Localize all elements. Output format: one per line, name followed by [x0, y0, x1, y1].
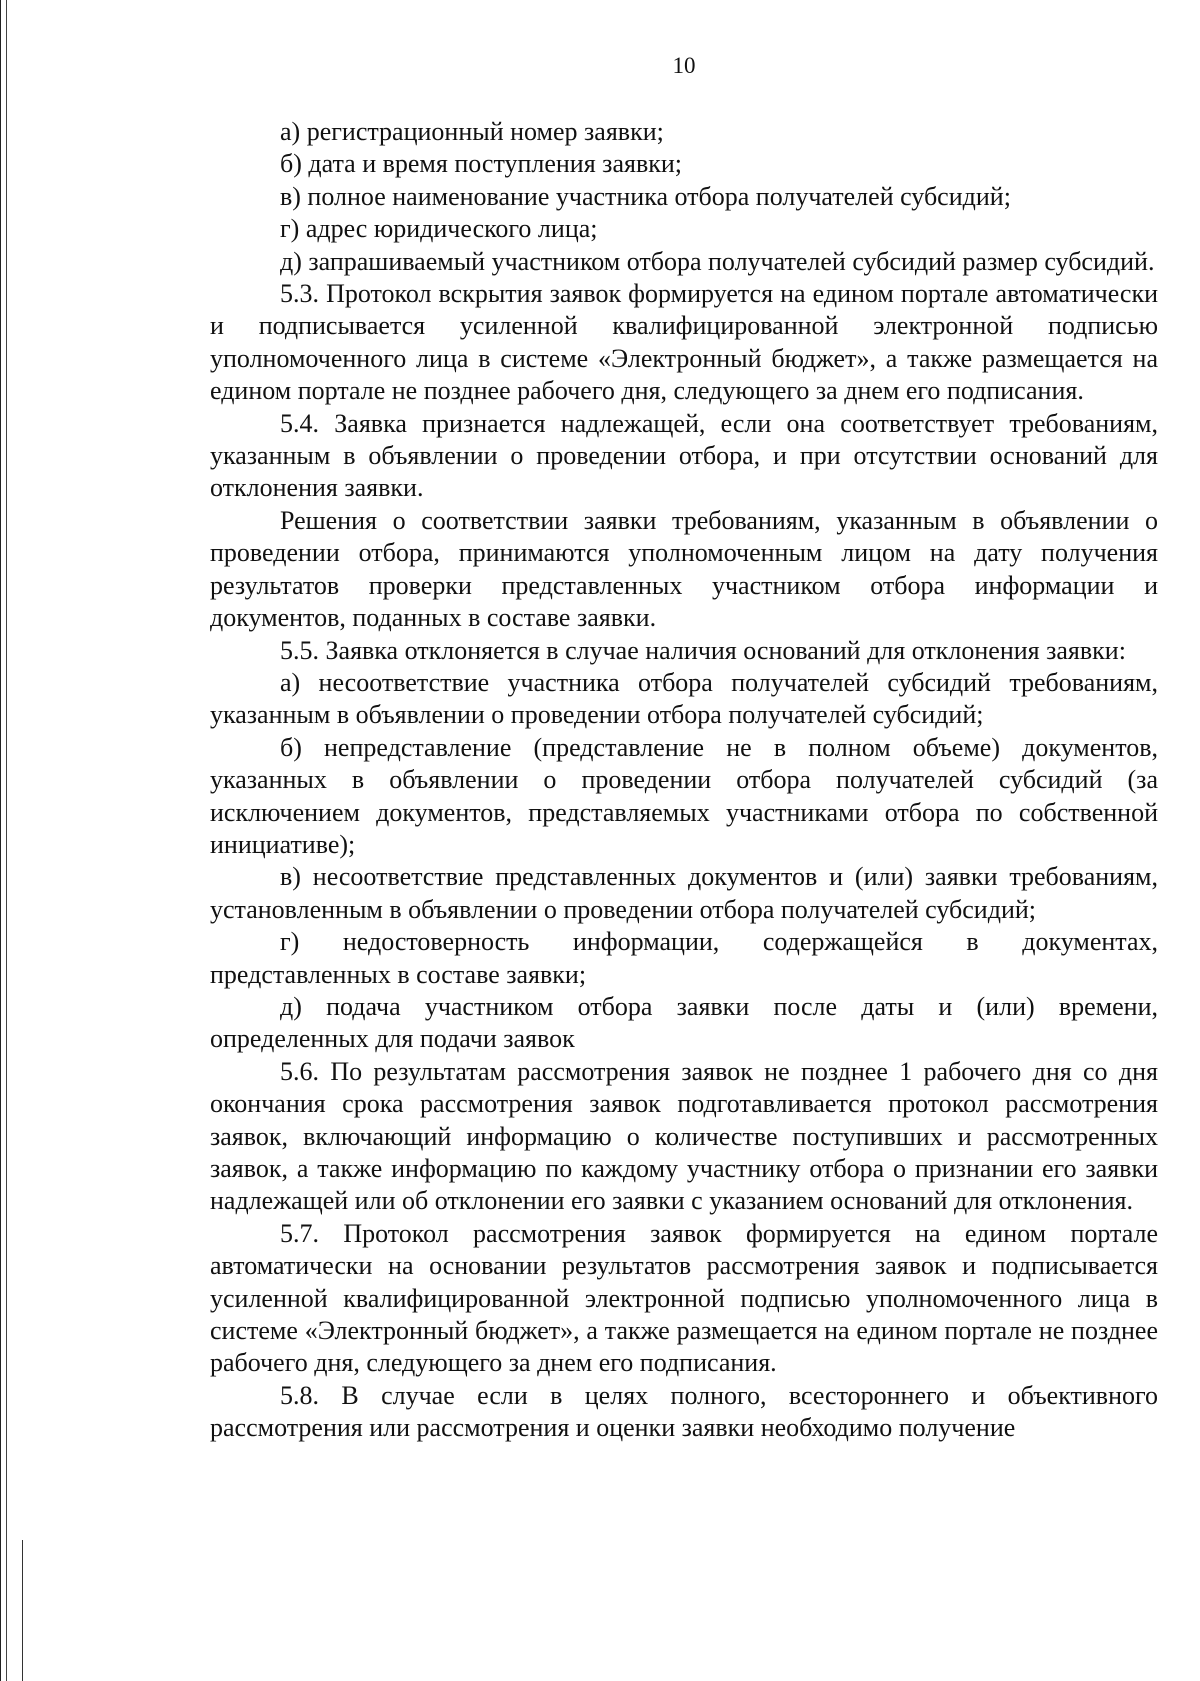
document-body: [210, 116, 1158, 1445]
scan-edge-line: [0, 0, 1, 1681]
paragraph-5-5-item-g: г) недостоверность информации, содержащейся в документах, представленных в составе заявки;: [210, 927, 1158, 989]
scan-edge-line: [6, 0, 7, 1681]
paragraph-5-7: 5.7. Протокол рассмотрения заявок формируется на едином портале автоматически на основании результатов рассмотрения заявок и подписывается усиленной квалифицированной электронной подписью уполномоченного лица в системе «Электронный бюджет», а также размещается на едином портале не позднее рабочего дня, следующего за днем его подписания.: [210, 1218, 1158, 1378]
paragraph-5-3: 5.3. Протокол вскрытия заявок формируется на едином портале автоматически и подписывается усиленной квалифицированной электронной подписью уполномоченного лица в системе «Электронный бюджет», а также размещается на едином портале не позднее рабочего дня, следующего за днем его подписания.: [210, 279, 1158, 406]
paragraph-5-6: 5.6. По результатам рассмотрения заявок не позднее 1 рабочего дня со дня окончания срока рассмотрения заявок подготавливается протокол рассмотрения заявок, включающий информацию о количестве поступивших и рассмотренных заявок, а также информацию по каждому участнику отбора о признании его заявки надлежащей или об отклонении его заявки с указанием оснований для отклонения.: [210, 1056, 1158, 1216]
paragraph-5-5-item-d: д) подача участником отбора заявки после даты и (или) времени, определенных для подачи заявок: [210, 991, 1158, 1054]
paragraph-item-a-registration-number: а) регистрационный номер заявки;: [280, 117, 664, 146]
paragraph-5-5: 5.5. Заявка отклоняется в случае наличия оснований для отклонения заявки:: [280, 635, 1126, 665]
paragraph-5-8: 5.8. В случае если в целях полного, всестороннего и объективного рассмотрения или рассмотрения и оценки заявки необходимо получение: [210, 1380, 1158, 1443]
paragraph-5-5-item-b: б) непредставление (представление не в полном объеме) документов, указанных в объявлении о проведении отбора получателей субсидий (за исключением документов, представляемых участниками отбора по собственной инициативе);: [210, 732, 1158, 859]
paragraph-5-5-item-a: а) несоответствие участника отбора получателей субсидий требованиям, указанным в объявлении о проведении отбора получателей субсидий;: [210, 667, 1158, 730]
paragraph-decisions: Решения о соответствии заявки требованиям, указанным в объявлении о проведении отбора, принимаются уполномоченным лицом на дату получения результатов проверки представленных участником отбора информации и документов, поданных в составе заявки.: [210, 505, 1158, 633]
paragraph-5-4: 5.4. Заявка признается надлежащей, если она соответствует требованиям, указанным в объявлении о проведении отбора, и при отсутствии оснований для отклонения заявки.: [210, 408, 1158, 503]
paragraph-item-d-requested-amount: д) запрашиваемый участником отбора получателей субсидий размер субсидий.: [280, 246, 1155, 276]
paragraph-item-g-legal-address: г) адрес юридического лица;: [280, 214, 598, 244]
page-number: 10: [672, 53, 696, 78]
paragraph-item-b-date-time: б) дата и время поступления заявки;: [280, 149, 682, 179]
paragraph-5-5-item-v: в) несоответствие представленных документов и (или) заявки требованиям, установленным в объявлении о проведении отбора получателей субсидий;: [210, 862, 1158, 924]
scan-edge-line: [22, 1540, 23, 1681]
paragraph-item-v-full-name: в) полное наименование участника отбора получателей субсидий;: [280, 181, 1011, 211]
